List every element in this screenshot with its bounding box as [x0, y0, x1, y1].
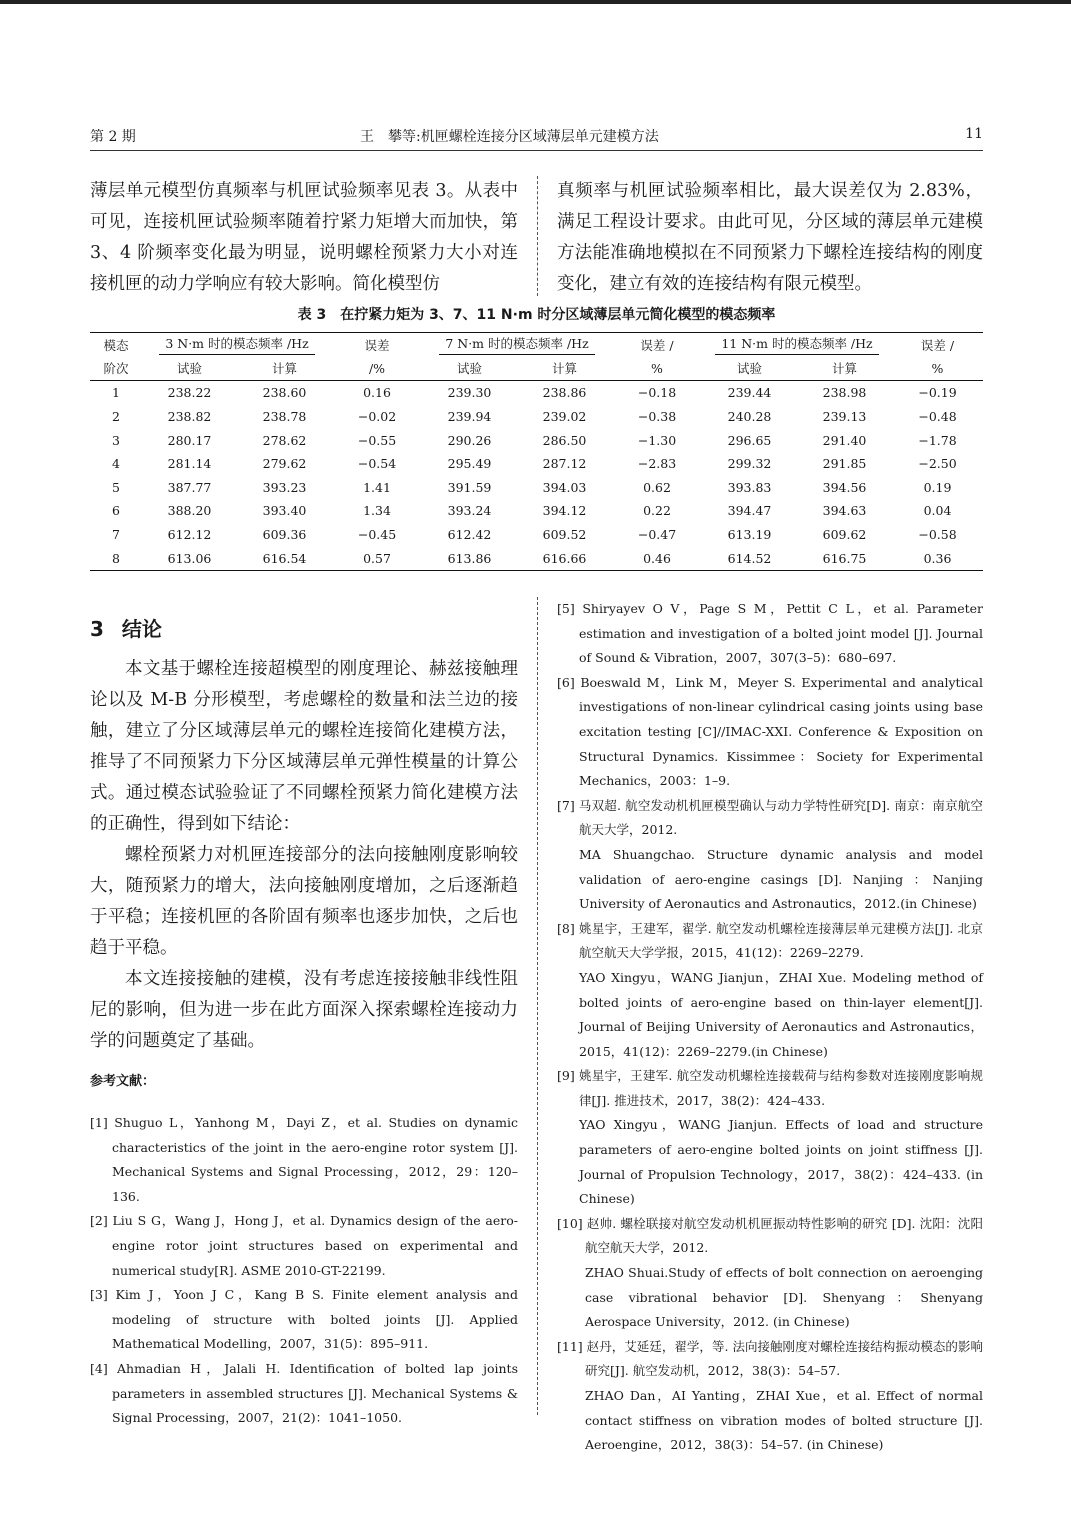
reference-text: [10] 赵帅. 螺栓联接对航空发动机机匣振动特性影响的研究 [D]. 沈阳：沈阳航空航天大学，2012. — [557, 1215, 983, 1256]
table-cell: 1.34 — [363, 503, 391, 519]
conclusion-paragraph: 本文基于螺栓连接超模型的刚度理论、赫兹接触理论以及 M-B 分形模型，考虑螺栓的数量和法兰边的接触，建立了分区域薄层单元的螺栓连接简化建模方法，推导了不同预紧力下分区域薄层单元弹性模量的计算公式。通过模态试验验证了不同螺栓预紧力简化建模方法的正确性，得到如下结论： — [90, 659, 518, 834]
table-cell: 286.50 — [542, 432, 587, 448]
table-cell: 393.40 — [262, 503, 307, 519]
table-row — [90, 405, 983, 429]
table-row — [90, 523, 983, 547]
table-cell: −2.50 — [918, 456, 957, 472]
table-3 — [90, 332, 983, 571]
table-cell: −1.30 — [637, 432, 677, 448]
table-cell: −0.18 — [637, 385, 677, 401]
header-11nm: 11 N·m 时的模态频率 /Hz — [702, 333, 892, 357]
table-cell: 299.32 — [727, 456, 772, 472]
reference-item — [90, 1283, 518, 1357]
header-7nm: 7 N·m 时的模态频率 /Hz — [422, 333, 612, 357]
table-cell: 616.75 — [797, 546, 892, 570]
table-cell: 0.46 — [612, 546, 702, 570]
table-cell: 394.63 — [822, 503, 867, 519]
header-calc-7: 计算 — [517, 357, 612, 381]
section-heading — [90, 613, 162, 642]
table-row — [90, 476, 983, 500]
table-cell: 2 — [112, 409, 120, 425]
table-cell: 238.82 — [167, 409, 212, 425]
header-error-11: 误差 / — [892, 333, 983, 357]
table-cell: 281.14 — [167, 456, 212, 472]
header-calc-3: 计算 — [237, 357, 332, 381]
table-cell: 609.62 — [822, 527, 867, 543]
table-cell: 240.28 — [727, 409, 772, 425]
references-right — [557, 597, 983, 1458]
table-cell: 612.12 — [167, 527, 212, 543]
table-cell: 238.98 — [822, 385, 867, 401]
reference-translation: YAO Xingyu，WANG Jianjun. Effects of load and structure parameters of aero-engine bolted joints on joint stiffness [J]. Journal of Propulsion Technology，2017，38(2)：424–433. (in Chinese) — [579, 1117, 983, 1207]
table-cell: 290.26 — [447, 432, 492, 448]
reference-text: [5] Shiryayev O V，Page S M，Pettit C L，et al. Parameter estimation and investigation of a bolted joint model [J]. Journal of Sound & Vibration，2007，307(3–5)：680–697. — [557, 601, 983, 666]
table-cell: 393.83 — [727, 479, 772, 495]
table-row — [90, 428, 983, 452]
header-error-7: 误差 / — [612, 333, 702, 357]
table-cell: 278.62 — [262, 432, 307, 448]
reference-text: [7] 马双超. 航空发动机机匣模型确认与动力学特性研究[D]. 南京：南京航空航天大学，2012. — [557, 797, 983, 838]
reference-item — [557, 1335, 983, 1458]
intro-right-text: 真频率与机匣试验频率相比，最大误差仅为 2.83%，满足工程设计要求。由此可见，分区域的薄层单元建模方法能准确地模拟在不同预紧力下螺栓连接结构的刚度变化，建立有效的连接结构有限元模型。 — [557, 181, 983, 294]
table-cell: −0.55 — [357, 432, 397, 448]
table-cell: −0.47 — [637, 527, 677, 543]
table-cell: −0.45 — [357, 527, 397, 543]
table-row — [90, 546, 983, 570]
header-error-3: 误差 — [332, 333, 422, 357]
table-cell: 238.60 — [262, 385, 307, 401]
table-cell: 609.52 — [542, 527, 587, 543]
table-cell: 0.19 — [923, 479, 952, 495]
header-test-11: 试验 — [702, 357, 797, 381]
intro-left-text: 薄层单元模型仿真频率与机匣试验频率见表 3。从表中可见，连接机匣试验频率随着拧紧力矩增大而加快，第 3、4 阶频率变化最为明显，说明螺栓预紧力大小对连接机匣的动力学响应有较大影响。简化模型仿 — [90, 181, 518, 294]
reference-item — [557, 597, 983, 671]
table-header-row-1 — [90, 333, 983, 357]
table-cell: 8 — [90, 546, 142, 570]
table-cell: 239.94 — [447, 409, 492, 425]
references-left — [90, 1111, 518, 1431]
reference-item — [557, 794, 983, 917]
table-cell: 291.85 — [822, 456, 867, 472]
column-divider-bottom — [537, 597, 538, 1415]
header-unit-7: % — [612, 357, 702, 381]
table-cell: 613.19 — [727, 527, 772, 543]
table-row — [90, 499, 983, 523]
table-cell: 239.44 — [727, 385, 772, 401]
header-unit-11: % — [892, 357, 983, 381]
issue-label: 第 2 期 — [90, 129, 136, 145]
table-row — [90, 381, 983, 405]
reference-translation: ZHAO Shuai.Study of effects of bolt connection on aeroenging case vibrational behavior [D]. Shenyang：Shenyang Aerospace University，2012. (in Chinese) — [585, 1265, 983, 1330]
table-row — [90, 452, 983, 476]
table-cell: 238.22 — [167, 385, 212, 401]
table-cell: 0.36 — [892, 546, 983, 570]
table-cell: 0.22 — [643, 503, 671, 519]
header-3nm: 3 N·m 时的模态频率 /Hz — [142, 333, 332, 357]
table-cell: −0.48 — [918, 409, 957, 425]
reference-item — [557, 917, 983, 1065]
table-cell: 295.49 — [447, 456, 492, 472]
table-cell: 1.41 — [363, 479, 391, 495]
table-cell: 6 — [112, 503, 120, 519]
table-cell: 238.78 — [262, 409, 307, 425]
table-cell: 616.54 — [237, 546, 332, 570]
reference-text: [4] Ahmadian H，Jalali H. Identification of bolted lap joints parameters in assembled structures [J]. Mechanical Systems & Signal Processing，2007，21(2)：1041–1050. — [90, 1360, 518, 1426]
header-order: 阶次 — [90, 357, 142, 381]
header-test-7: 试验 — [422, 357, 517, 381]
table-cell: 296.65 — [727, 432, 772, 448]
references-heading: 参考文献： — [90, 1074, 156, 1089]
table-cell: 393.24 — [447, 503, 492, 519]
section-title: 结论 — [121, 617, 162, 641]
table-cell: 279.62 — [262, 456, 307, 472]
table-cell: 394.47 — [727, 503, 772, 519]
reference-text: [8] 姚星宇，王建军，翟学. 航空发动机螺栓连接薄层单元建模方法[J]. 北京航空航天大学学报，2015，41(12)：2269–2279. — [557, 920, 983, 961]
reference-text: [1] Shuguo L，Yanhong M，Dayi Z，et al. Studies on dynamic characteristics of the joint in the aero-engine rotor system [J]. Mechanical Systems and Signal Processing，2012，29：120–136. — [90, 1115, 518, 1204]
table-body — [90, 381, 983, 571]
section-number: 3 — [90, 617, 104, 641]
reference-translation: MA Shuangchao. Structure dynamic analysis and model validation of aero-engine casings [D]. Nanjing ：Nanjing University of Aeronautics and Astronautics，2012.(in Chinese) — [579, 846, 983, 912]
table-cell: 616.66 — [517, 546, 612, 570]
running-header — [90, 126, 983, 150]
table-cell: 0.62 — [643, 479, 671, 495]
header-rule — [90, 150, 983, 151]
reference-text: [3] Kim J，Yoon J C，Kang B S. Finite element analysis and modeling of structure with bolted joints [J]. Applied Mathematical Modelling，2007，31(5)：895–911. — [90, 1287, 518, 1352]
table-cell: 0.04 — [923, 503, 952, 519]
header-calc-11: 计算 — [797, 357, 892, 381]
header-mode: 模态 — [90, 333, 142, 357]
table-caption: 表 3 在拧紧力矩为 3、7、11 N·m 时分区域薄层单元简化模型的模态频率 — [297, 307, 776, 323]
reference-text: [6] Boeswald M，Link M，Meyer S. Experimental and analytical investigations of non-linear cylindrical casing joints using base excitation testing [C]//IMAC-XXI. Conference & Exposition on Structural Dynamics. Kissimmee：Society for Experimental Mechanics，2003：1–9. — [557, 674, 983, 789]
header-test-3: 试验 — [142, 357, 237, 381]
table-cell: 613.06 — [142, 546, 237, 570]
table-cell: 7 — [112, 527, 120, 543]
table-cell: 1 — [112, 385, 120, 401]
top-rule — [0, 0, 1071, 4]
table-cell: 287.12 — [542, 456, 587, 472]
table-cell: −0.02 — [357, 409, 397, 425]
table-cell: 387.77 — [167, 479, 212, 495]
table-cell: 5 — [112, 479, 120, 495]
reference-text: [2] Liu S G，Wang J，Hong J，et al. Dynamics design of the aero-engine rotor joint structures based on experimental and numerical study[R]. ASME 2010-GT-22199. — [90, 1213, 518, 1278]
table-cell: −0.58 — [918, 527, 957, 543]
table-cell: 239.30 — [447, 385, 492, 401]
table-cell: 3 — [112, 432, 120, 448]
reference-item — [557, 671, 983, 794]
table-cell: 391.59 — [447, 479, 492, 495]
table-cell: 394.12 — [542, 503, 587, 519]
reference-translation: ZHAO Dan，AI Yanting，ZHAI Xue，et al. Effect of normal contact stiffness on vibration modes of bolted structure [J]. Aeroengine，2012，38(3)：54–57. (in Chinese) — [585, 1388, 983, 1453]
table-cell: 393.23 — [262, 479, 307, 495]
table-cell: 238.86 — [542, 385, 587, 401]
table-cell: −1.78 — [918, 432, 957, 448]
header-unit-3: /% — [332, 357, 422, 381]
conclusion-paragraph: 本文连接接触的建模，没有考虑连接接触非线性阻尼的影响，但为进一步在此方面深入探索螺栓连接动力学的问题奠定了基础。 — [90, 969, 518, 1051]
reference-item — [90, 1209, 518, 1283]
table-cell: 394.03 — [542, 479, 587, 495]
table-cell: 280.17 — [167, 432, 212, 448]
reference-item — [557, 1212, 983, 1335]
conclusion-text — [90, 654, 518, 1057]
table-cell: 4 — [112, 456, 120, 472]
reference-item — [90, 1111, 518, 1209]
table-cell: −2.83 — [637, 456, 677, 472]
table-header-row-2 — [90, 357, 983, 381]
reference-translation: YAO Xingyu，WANG Jianjun，ZHAI Xue. Modeling method of bolted joints of aero-engine based on thin-layer element[J]. Journal of Beijing University of Aeronautics and Astronautics，2015，41(12)：2269–2279.(in Chinese) — [579, 969, 983, 1059]
running-title: 王 攀等:机匣螺栓连接分区域薄层单元建模方法 — [360, 129, 659, 145]
table-cell: −0.38 — [637, 409, 677, 425]
table-cell: −0.19 — [918, 385, 957, 401]
table-cell: −0.54 — [357, 456, 397, 472]
reference-item — [90, 1357, 518, 1431]
table-cell: 388.20 — [167, 503, 212, 519]
conclusion-paragraph: 螺栓预紧力对机匣连接部分的法向接触刚度影响较大，随预紧力的增大，法向接触刚度增加，之后逐渐趋于平稳；连接机匣的各阶固有频率也逐步加快，之后也趋于平稳。 — [90, 845, 518, 958]
column-divider-top — [537, 176, 538, 296]
table-cell: 612.42 — [447, 527, 492, 543]
table-cell: 291.40 — [822, 432, 867, 448]
table-cell: 0.16 — [363, 385, 391, 401]
table-cell: 394.56 — [822, 479, 867, 495]
table-cell: 239.02 — [542, 409, 587, 425]
reference-text: [9] 姚星宇，王建军. 航空发动机螺栓连接载荷与结构参数对连接刚度影响规律[J]. 推进技术，2017，38(2)：424–433. — [557, 1068, 983, 1108]
page-number: 11 — [965, 126, 983, 142]
table-cell: 614.52 — [702, 546, 797, 570]
reference-item — [557, 1064, 983, 1212]
table-cell: 0.57 — [332, 546, 422, 570]
table-cell: 613.86 — [422, 546, 517, 570]
reference-text: [11] 赵丹，艾延廷，翟学，等. 法向接触刚度对螺栓连接结构振动模态的影响研究[J]. 航空发动机，2012，38(3)：54–57. — [557, 1338, 983, 1379]
table-cell: 239.13 — [822, 409, 867, 425]
table-cell: 609.36 — [262, 527, 307, 543]
